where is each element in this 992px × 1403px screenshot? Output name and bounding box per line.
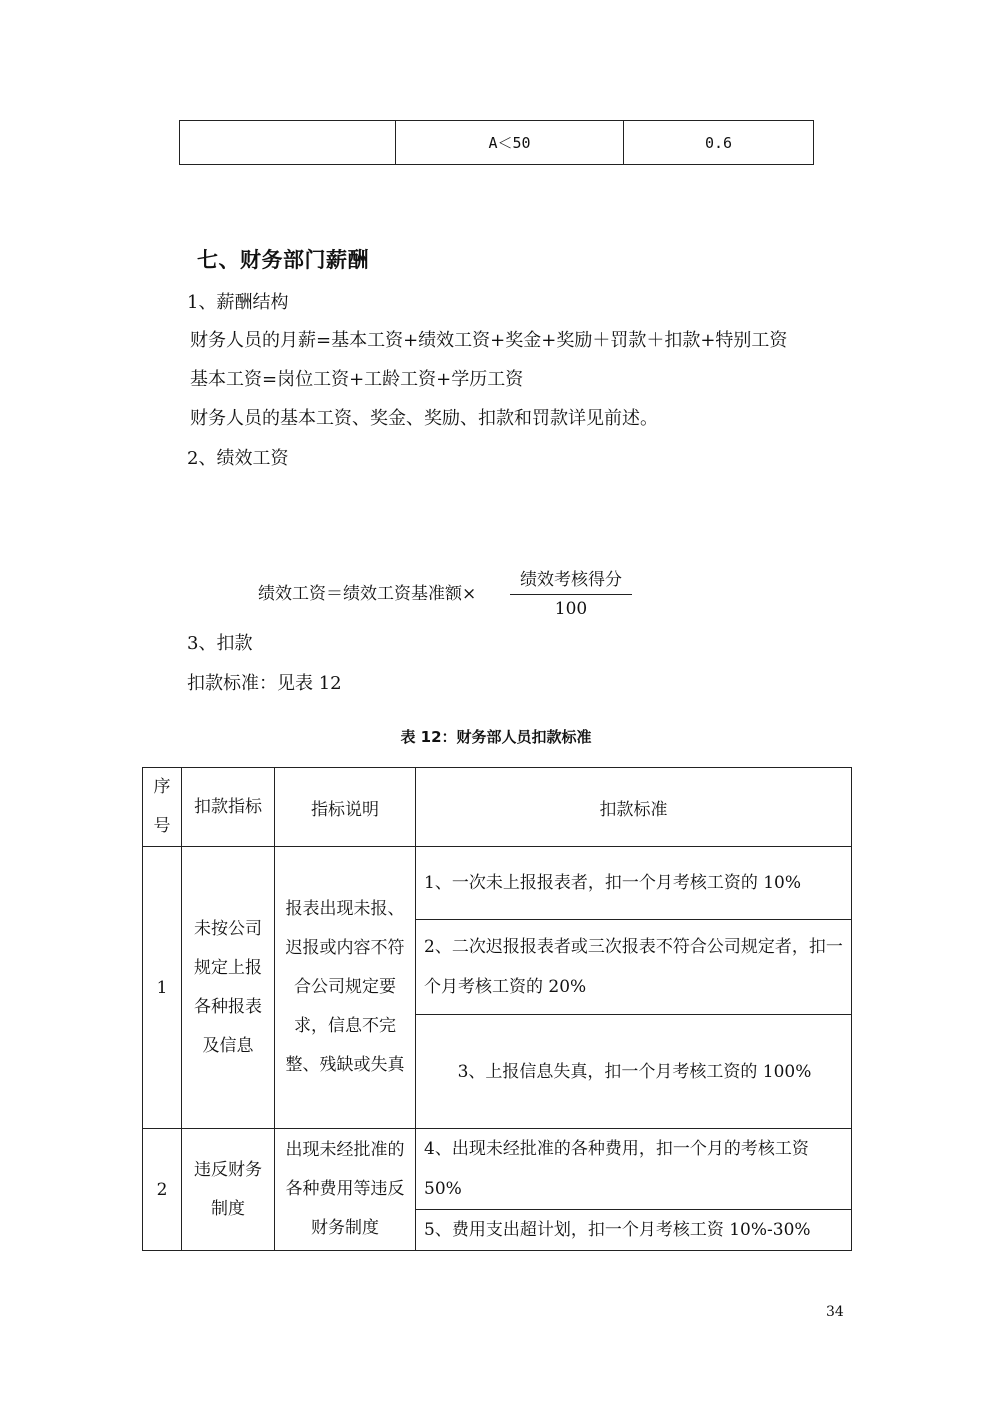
- paragraph-salary-structure: 1、薪酬结构: [187, 292, 289, 313]
- continued-table: [179, 120, 814, 165]
- paragraph-monthly-salary: 财务人员的月薪=基本工资+绩效工资+奖金+奖励＋罚款＋扣款+特别工资: [190, 330, 788, 351]
- table-cell: A＜50: [396, 121, 624, 165]
- section-title: 七、财务部门薪酬: [197, 248, 369, 272]
- formula-numerator: 绩效考核得分: [510, 565, 632, 595]
- paragraph-performance-pay: 2、绩效工资: [187, 448, 289, 469]
- paragraph-basic-salary: 基本工资=岗位工资+工龄工资+学历工资: [190, 369, 524, 390]
- table-caption: 表 12：财务部人员扣款标准: [400, 728, 592, 746]
- header-indicator: 扣款指标: [182, 768, 275, 847]
- paragraph-deduction-standard: 扣款标准：见表 12: [187, 673, 342, 694]
- table-row: [180, 121, 814, 165]
- page-number: 34: [826, 1304, 844, 1320]
- row-indicator: 未按公司规定上报各种报表及信息: [182, 847, 275, 1129]
- row-standard: 3、上报信息失真，扣一个月考核工资的 100%: [416, 1015, 852, 1129]
- table-row: [143, 847, 852, 920]
- table-cell: 0.6: [624, 121, 814, 165]
- row-indicator: 违反财务制度: [182, 1129, 275, 1251]
- row-seq: 1: [143, 847, 182, 1129]
- header-description: 指标说明: [275, 768, 416, 847]
- deduction-table: [142, 767, 852, 1251]
- header-standard: 扣款标准: [416, 768, 852, 847]
- paragraph-details: 财务人员的基本工资、奖金、奖励、扣款和罚款详见前述。: [190, 408, 658, 429]
- formula-lhs: 绩效工资＝绩效工资基准额×: [258, 584, 477, 604]
- row-standard: 4、出现未经批准的各种费用，扣一个月的考核工资 50%: [416, 1129, 852, 1210]
- table-header-row: [143, 768, 852, 847]
- row-standard: 5、费用支出超计划，扣一个月考核工资 10%-30%: [416, 1210, 852, 1251]
- row-description: 出现未经批准的各种费用等违反财务制度: [275, 1129, 416, 1251]
- row-standard: 1、一次未上报报表者，扣一个月考核工资的 10%: [416, 847, 852, 920]
- row-standard: 2、二次迟报报表者或三次报表不符合公司规定者，扣一个月考核工资的 20%: [416, 920, 852, 1015]
- formula-fraction: [510, 565, 632, 619]
- formula-denominator: 100: [554, 599, 588, 619]
- row-seq: 2: [143, 1129, 182, 1251]
- header-seq: 序号: [143, 768, 182, 847]
- table-cell: [180, 121, 396, 165]
- table-row: [143, 1129, 852, 1210]
- row-description: 报表出现未报、迟报或内容不符合公司规定要求，信息不完整、残缺或失真: [275, 847, 416, 1129]
- paragraph-deductions: 3、扣款: [187, 633, 253, 654]
